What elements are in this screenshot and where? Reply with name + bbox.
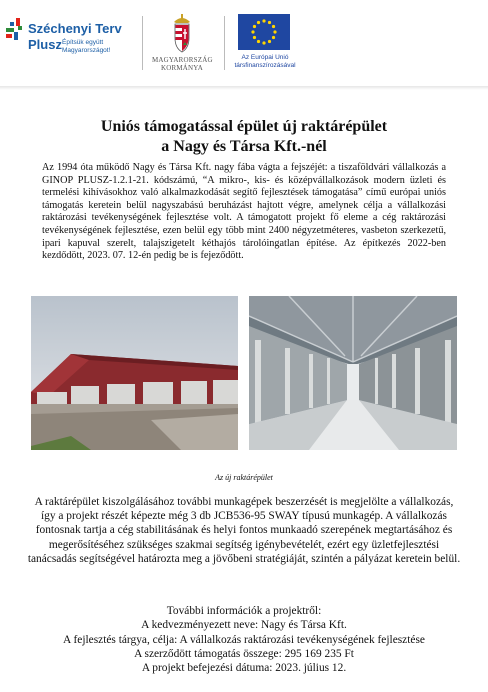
warehouse-interior-photo — [249, 296, 457, 450]
title-line1: Uniós támogatással épület új raktárépület — [100, 118, 388, 135]
eu-star — [268, 21, 271, 24]
coat-of-arms-icon — [152, 12, 212, 54]
warehouse-exterior-photo — [31, 296, 238, 450]
eu-flag-icon — [238, 14, 290, 50]
eu-star — [257, 40, 260, 43]
eu-logo — [234, 14, 296, 76]
info-heading: További információk a projektről: — [166, 605, 322, 617]
eu-star — [272, 25, 275, 28]
info-completion: A projekt befejezési dátuma: 2023. július 12. — [141, 662, 347, 675]
government-text: MAGYARORSZÁG KORMÁNYA — [152, 56, 213, 72]
project-info — [0, 604, 488, 675]
info-subject: A fejlesztés tárgya, célja: A vállalkozás raktározási tevékenységének fejlesztése — [63, 633, 425, 646]
szechenyi-line2: Plusz — [28, 37, 62, 52]
szechenyi-tagline: Építsük együtt Magyarországot! — [62, 39, 111, 54]
header-shadow — [0, 86, 488, 90]
photo-caption: Az új raktárépület — [215, 473, 273, 482]
title-line2: a Nagy és Társa Kft.-nél — [161, 138, 327, 155]
eu-star — [262, 41, 265, 44]
info-beneficiary: A kedvezményezett neve: Nagy és Társa Kft. — [141, 619, 347, 632]
intro-paragraph: Az 1994 óta működő Nagy és Társa Kft. nagy fába vágta a fejszéjét: a tiszaföldvári vállalkozás a GINOP PLUSZ-1.2.1-21. kódszámú, “A mikro-, kis- és középvállalkozások modern üzleti és termelési kihívásokhoz való alkalmazkodását segítő fejlesztések támogatása” című európai uniós támogatás keretein belül nagyszabású beruházást hajtott végre, amelynek célja a vállalkozási raktározási tevékenységének fejlesztése volt. A támogatott projekt fő eleme a cég raktározási tevékenységének fejlesztése, ezen belül egy több mint 2400 négyzetméteres, vasbeton szerkezetű, ipari kapuval szerelt, talajszigetelt kéthajós tárolóingatlan építése. Az építkezés 2022-ben kezdődött, 2023. 07. 12-én pedig be is fejeződött. — [42, 162, 446, 262]
eu-star — [272, 36, 275, 39]
szechenyi-terv-logo — [6, 18, 136, 68]
info-amount: A szerződött támogatás összege: 295 169 235 Ft — [134, 647, 354, 660]
eu-star — [257, 21, 260, 24]
header-divider — [142, 16, 143, 70]
eu-star — [273, 30, 276, 33]
body-paragraph: A raktárépület kiszolgálásához további munkagépek beszerzését is megjelölte a vállalkozás, így a projekt részét képezte még 3 db JCB536-95 SWAY típusú munkagép. A vállalkozás fontosnak tartja a cég stabilitásának és helyi fontos munkaadó szerepének megtartásához és megerősítéséhez szükséges szakmai segítség igénybevételét, ezért egy üzletfejlesztési tanácsadás segítségével határozta meg a jövőbeni stratégiáját, szintén a pályázat keretein belül. — [27, 496, 461, 565]
eu-star — [253, 36, 256, 39]
eu-star — [262, 19, 265, 22]
page-title — [0, 117, 488, 157]
government-logo — [152, 12, 212, 76]
header-divider — [224, 16, 225, 70]
szechenyi-line1: Széchenyi Terv — [28, 21, 122, 36]
eu-star — [251, 30, 254, 33]
eu-star — [268, 40, 271, 43]
eu-text: Az Európai Unió társfinanszírozásával — [234, 54, 296, 69]
header-banner — [0, 0, 488, 88]
eu-star — [253, 25, 256, 28]
